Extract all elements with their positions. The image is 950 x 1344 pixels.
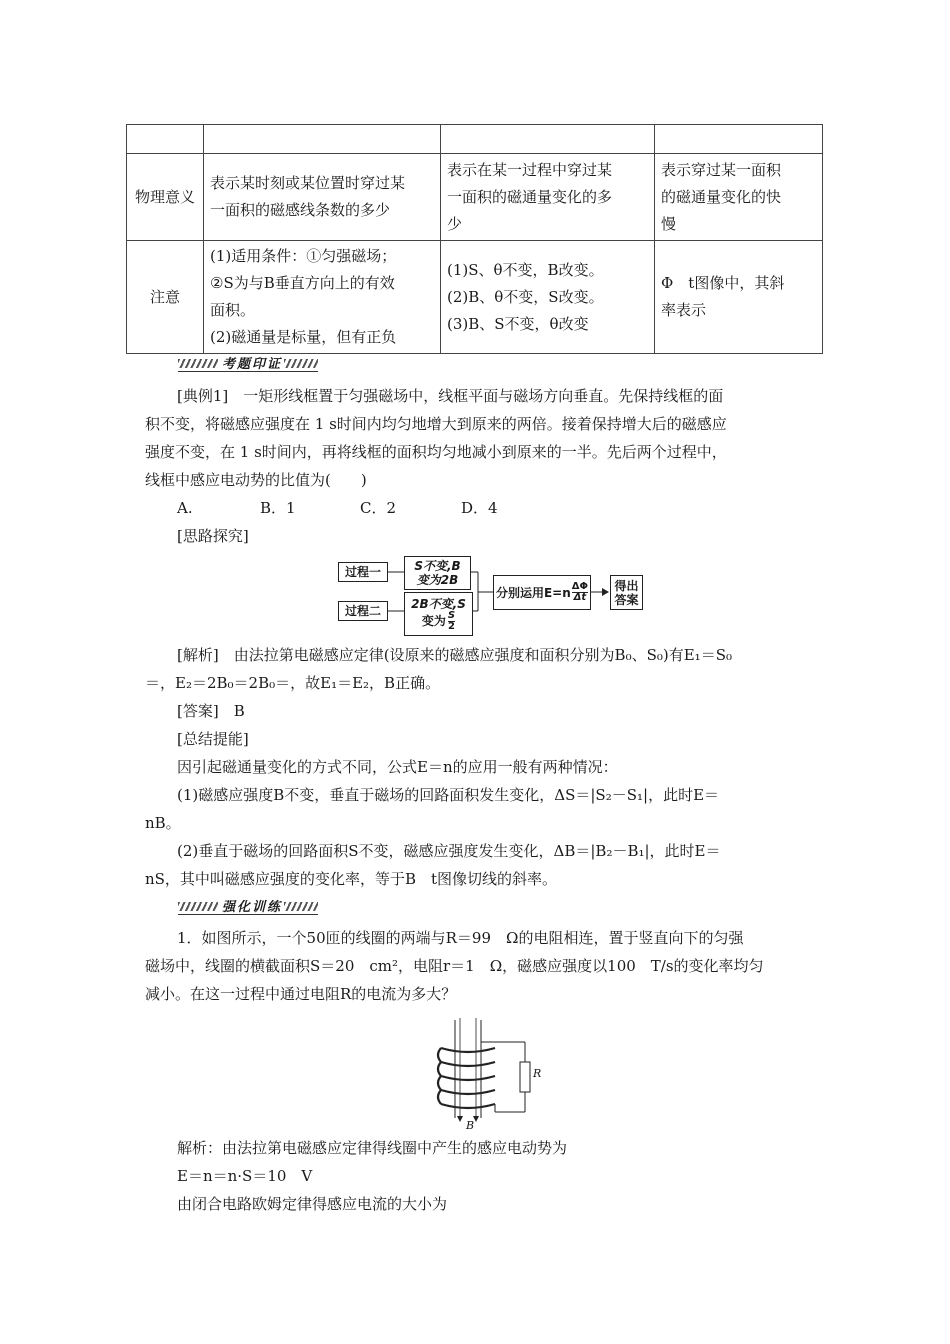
example-line: [典例1] 一矩形线框置于匀强磁场中，线框平面与磁场方向垂直。先保持线框的面: [177, 387, 724, 405]
example-line: 强度不变，在 1 s时间内，再将线框的面积均匀地减小到原来的一半。先后两个过程中，: [145, 443, 727, 461]
analysis-line: ＝，E₂＝2B₀＝2B₀＝，故E₁＝E₂，B正确。: [145, 674, 441, 692]
summary-line: nB。: [145, 814, 181, 832]
flow-condition-one: S不变,B 变为2B: [404, 556, 471, 590]
comparison-table: [126, 124, 823, 354]
summary-line: 因引起磁通量变化的方式不同，公式E＝n的应用一般有两种情况：: [177, 758, 618, 776]
summary-heading: [总结提能]: [177, 730, 249, 748]
field-label: B: [466, 1119, 475, 1132]
solution-line: 解析：由法拉第电磁感应定律得线圈中产生的感应电动势为: [177, 1139, 568, 1157]
solution-line: 由闭合电路欧姆定律得感应电流的大小为: [177, 1195, 448, 1213]
example-line: 线框中感应电动势的比值为( ): [145, 471, 367, 489]
row-label: 物理意义: [127, 154, 204, 241]
table-row: [127, 154, 823, 241]
table-cell: 表示某时刻或某位置时穿过某 一面积的磁感线条数的多少: [204, 154, 441, 241]
table-cell: Φ t图像中，其斜 率表示: [655, 241, 823, 354]
exercise-line: 减小。在这一过程中通过电阻R的电流为多大？: [145, 985, 457, 1003]
summary-line: (1)磁感应强度B不变，垂直于磁场的回路面积发生变化，ΔS＝|S₂－S₁|，此时E＝: [177, 786, 720, 804]
table-header-cell: [204, 125, 441, 154]
summary-line: (2)垂直于磁场的回路面积S不变，磁感应强度发生变化，ΔB＝|B₂－B₁|，此时E＝: [177, 842, 721, 860]
option-c: C．2: [360, 499, 397, 517]
flow-apply-formula: 分别运用E=n ΔΦ Δt: [493, 575, 591, 610]
explore-heading: [思路探究]: [177, 527, 249, 545]
flow-get-answer: 得出 答案: [610, 575, 643, 610]
table-cell: 表示穿过某一面积 的磁通量变化的快 慢: [655, 154, 823, 241]
resistor-label: R: [533, 1067, 542, 1080]
option-d: D．4: [461, 499, 498, 517]
flow-process-one: 过程一: [338, 562, 388, 582]
section-banner-exam: 考题印证: [178, 356, 318, 370]
flow-process-two: 过程二: [338, 601, 388, 621]
solution-line: E＝n＝n·S＝10 V: [177, 1167, 313, 1185]
option-a: A.: [177, 499, 193, 517]
exercise-line: 磁场中，线圈的横截面积S＝20 cm²，电阻r＝1 Ω，磁感应强度以100 T/s的变化率均匀: [145, 957, 764, 975]
table-cell: (1)适用条件：①匀强磁场； ②S为与B垂直方向上的有效 面积。 (2)磁通量是标量，但有正负: [204, 241, 441, 354]
option-b: B．1: [260, 499, 296, 517]
table-header-cell: [441, 125, 655, 154]
exercise-line: 1．如图所示，一个50匝的线圈的两端与R＝99 Ω的电阻相连，置于竖直向下的匀强: [177, 929, 744, 947]
table-header-cell: [127, 125, 204, 154]
example-line: 积不变，将磁感应强度在 1 s时间内均匀地增大到原来的两倍。接着保持增大后的磁感应: [145, 415, 727, 433]
section-banner-training: 强化训练: [178, 899, 318, 913]
row-label: 注意: [127, 241, 204, 354]
flow-condition-two: 2B不变,S 变为 S 2: [404, 592, 473, 636]
answer-line: [答案] B: [177, 702, 245, 720]
table-row: [127, 241, 823, 354]
table-cell: 表示在某一过程中穿过某 一面积的磁通量变化的多 少: [441, 154, 655, 241]
table-header-cell: [655, 125, 823, 154]
analysis-line: [解析] 由法拉第电磁感应定律(设原来的磁感应强度和面积分别为B₀、S₀)有E₁＝S₀: [177, 646, 732, 664]
summary-line: nS，其中叫磁感应强度的变化率，等于B t图像切线的斜率。: [145, 870, 557, 888]
table-cell: (1)S、θ不变，B改变。 (2)B、θ不变，S改变。 (3)B、S不变，θ改变: [441, 241, 655, 354]
